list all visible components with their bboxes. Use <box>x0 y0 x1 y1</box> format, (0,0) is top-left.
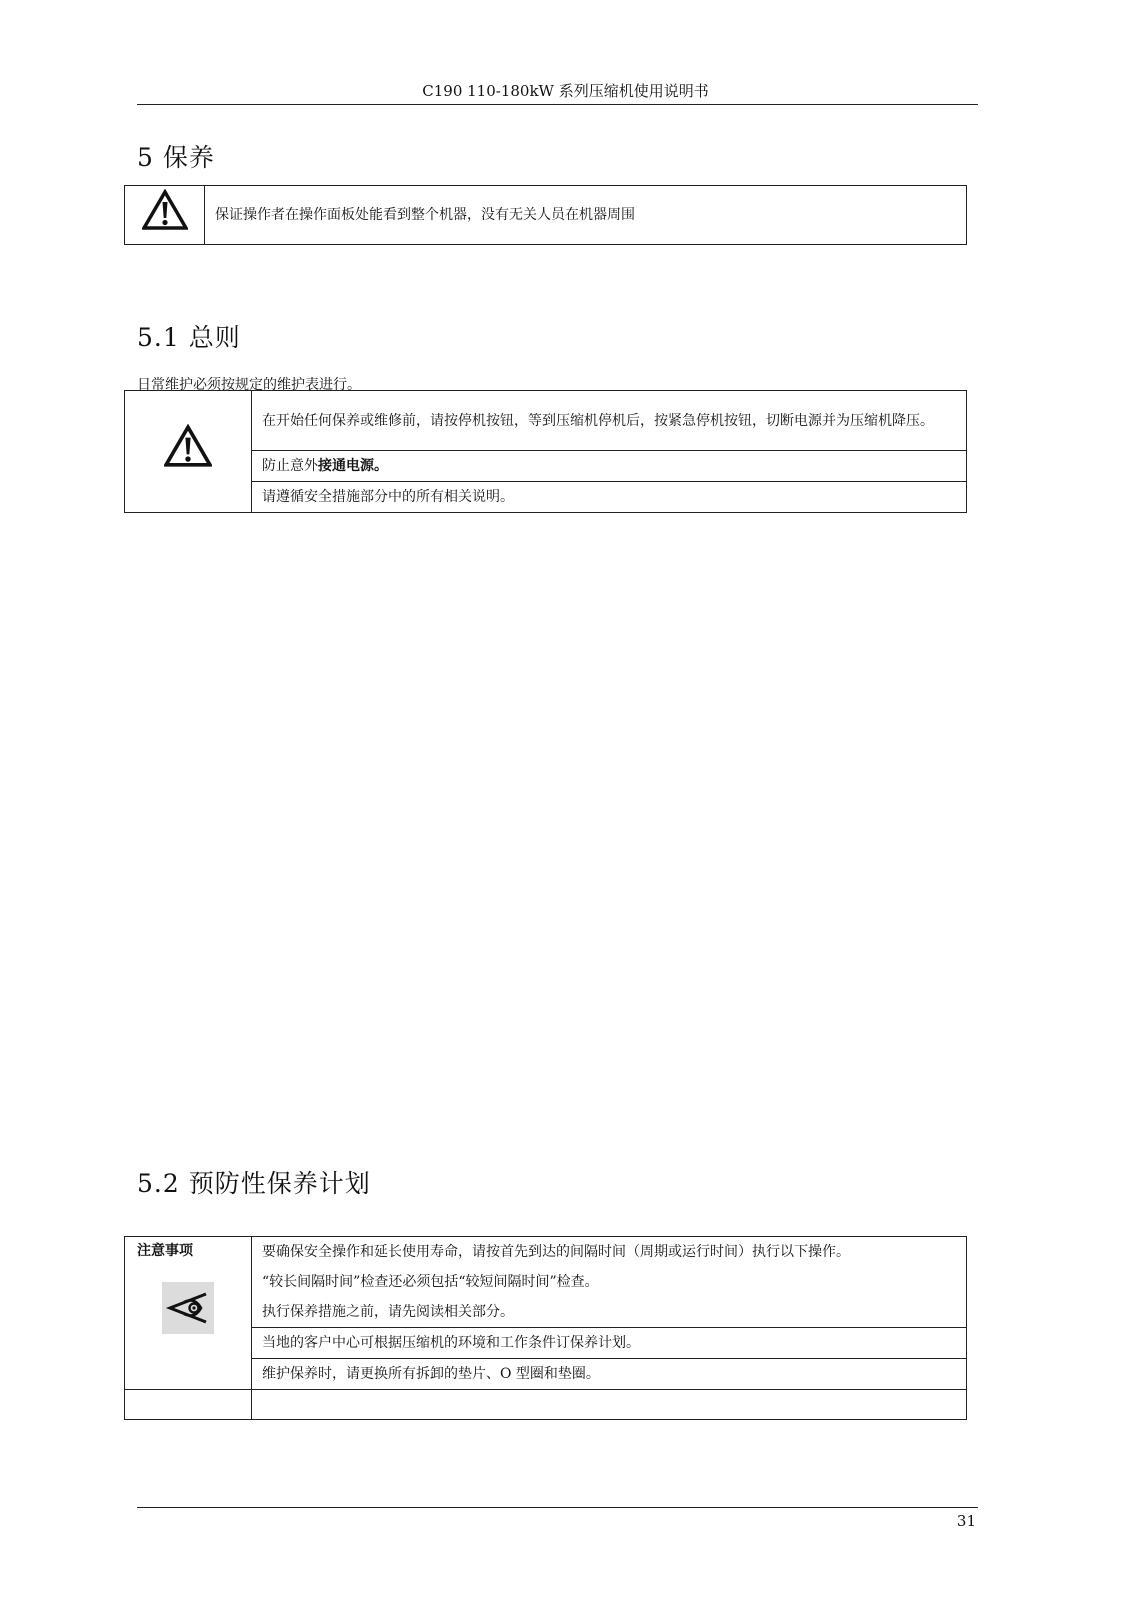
bold-emphasis: 接通电源。 <box>318 458 388 474</box>
section-5-heading: 5 保养 <box>137 143 215 172</box>
notice-icon-cell <box>125 1237 252 1390</box>
section-5-warning-table <box>124 185 967 245</box>
section-5-2-heading: 5.2 预防性保养计划 <box>137 1169 371 1198</box>
warning-icon-cell <box>125 391 252 513</box>
notice-line: 执行保养措施之前，请先阅读相关部分。 <box>262 1304 514 1320</box>
notice-row-customer-center: 当地的客户中心可根据压缩机的环境和工作条件订保养计划。 <box>252 1328 967 1359</box>
notice-row-intervals <box>252 1237 967 1328</box>
notes-label: 注意事项 <box>137 1243 193 1259</box>
warning-triangle-icon <box>142 189 188 231</box>
empty-cell <box>252 1390 967 1420</box>
warning-triangle-icon <box>164 424 212 468</box>
section-5-warning-text: 保证操作者在操作面板处能看到整个机器，没有无关人员在机器周围 <box>205 186 967 245</box>
section-5-1-intro: 日常维护必须按规定的维护表进行。 <box>137 377 361 393</box>
warning-row-stop-procedure: 在开始任何保养或维修前，请按停机按钮，等到压缩机停机后，按紧急停机按钮，切断电源并为压缩机降压。 <box>252 391 967 451</box>
notice-row-replace-gaskets: 维护保养时，请更换所有拆卸的垫片、O 型圈和垫圈。 <box>252 1359 967 1390</box>
header-divider <box>137 104 978 105</box>
page-header-title: C190 110-180kW 系列压缩机使用说明书 <box>422 82 709 100</box>
eye-notice-icon <box>162 1282 214 1334</box>
footer-divider <box>137 1507 978 1508</box>
section-5-1-heading: 5.1 总则 <box>137 323 241 352</box>
warning-row-safety-reference: 请遵循安全措施部分中的所有相关说明。 <box>252 482 967 513</box>
section-5-2-notice-table <box>124 1236 967 1420</box>
page-number: 31 <box>956 1512 976 1530</box>
section-5-1-warning-table <box>124 390 967 513</box>
warning-icon-cell <box>125 186 205 245</box>
warning-row-prevent-power: 防止意外接通电源。 <box>252 451 967 482</box>
notice-line: 要确保安全操作和延长使用寿命，请按首先到达的间隔时间（周期或运行时间）执行以下操作。 <box>262 1244 850 1260</box>
empty-cell <box>125 1390 252 1420</box>
notice-line: “较长间隔时间”检查还必须包括“较短间隔时间”检查。 <box>262 1274 599 1290</box>
